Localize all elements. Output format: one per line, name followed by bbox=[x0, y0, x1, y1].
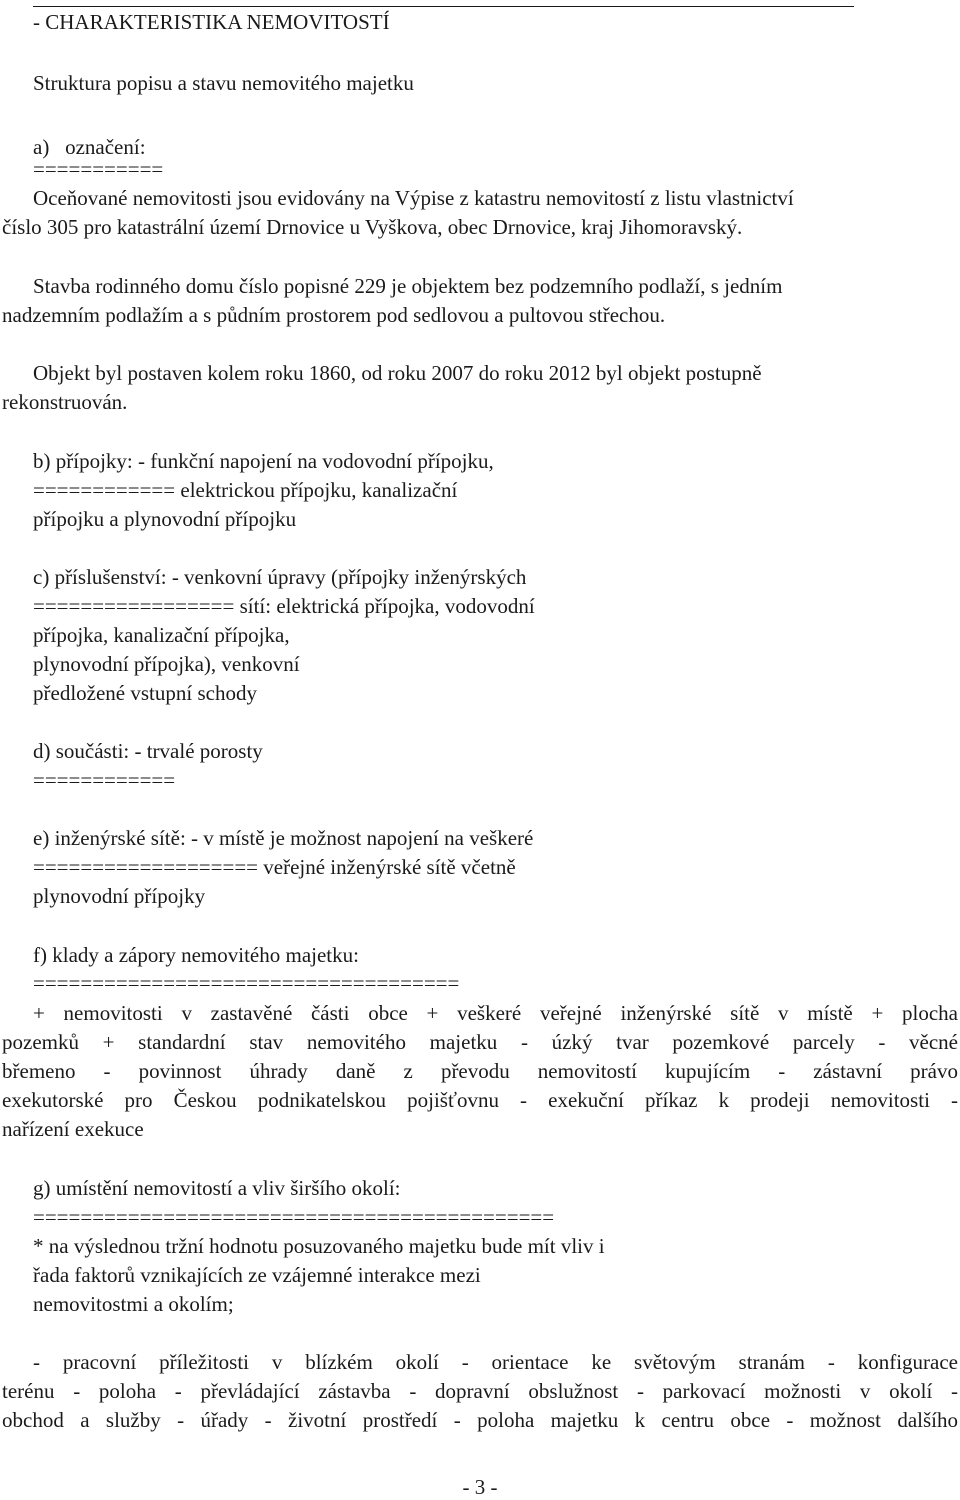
item-c-line-5: předložené vstupní schody bbox=[33, 681, 257, 705]
item-e-line-1: e) inženýrské sítě: - v místě je možnost napojení na veškeré bbox=[33, 826, 534, 850]
item-f-line-2: ==================================== bbox=[33, 971, 460, 995]
item-g-para-1: - pracovní příležitosti v blízkém okolí - orientace ke světovým stranám - konfigurace bbox=[33, 1350, 958, 1374]
item-c-line-3: přípojka, kanalizační přípojka, bbox=[33, 623, 290, 647]
item-e-line-3: plynovodní přípojky bbox=[33, 884, 206, 908]
item-a-para3-2: rekonstruován. bbox=[2, 390, 128, 414]
section-heading: - CHARAKTERISTIKA NEMOVITOSTÍ bbox=[33, 10, 390, 34]
item-g-line-1: g) umístění nemovitostí a vliv širšího okolí: bbox=[33, 1176, 401, 1200]
item-f-para-2: pozemků + standardní stav nemovitého majetku - úzký tvar pozemkové parcely - věcné bbox=[2, 1030, 958, 1054]
item-f-para-5: nařízení exekuce bbox=[2, 1117, 144, 1141]
item-a-text-1: Oceňované nemovitosti jsou evidovány na Výpise z katastru nemovitostí z listu vlastnictví bbox=[33, 186, 794, 210]
item-c-line-1: c) příslušenství: - venkovní úpravy (přípojky inženýrských bbox=[33, 565, 527, 589]
item-a-para3-1: Objekt byl postaven kolem roku 1860, od roku 2007 do roku 2012 byl objekt postupně bbox=[33, 361, 762, 385]
item-g-line-4: řada faktorů vznikajících ze vzájemné interakce mezi bbox=[33, 1263, 481, 1287]
item-b-line-2: ============ elektrickou přípojku, kanalizační bbox=[33, 478, 458, 502]
item-a-label: a) bbox=[33, 135, 50, 159]
item-f-para-3: břemeno - povinnost úhrady daně z převodu nemovitostí kupujícím - zástavní právo bbox=[2, 1059, 958, 1083]
top-rule bbox=[33, 6, 854, 7]
item-a-text-2: číslo 305 pro katastrální území Drnovice u Vyškova, obec Drnovice, kraj Jihomoravský. bbox=[2, 215, 743, 239]
item-g-line-2: ============================================ bbox=[33, 1205, 555, 1229]
page-number: - 3 - bbox=[462, 1475, 498, 1499]
item-f-line-1: f) klady a zápory nemovitého majetku: bbox=[33, 943, 359, 967]
item-f-para-4: exekutorské pro Českou podnikatelskou pojišťovnu - exekuční příkaz k prodeji nemovitosti - bbox=[2, 1088, 958, 1112]
item-g-para-2: terénu - poloha - převládající zástavba - dopravní obslužnost - parkovací možnosti v okolí - bbox=[2, 1379, 958, 1403]
item-g-line-5: nemovitostmi a okolím; bbox=[33, 1292, 234, 1316]
item-d-line-1: d) součásti: - trvalé porosty bbox=[33, 739, 263, 763]
item-f-para-1: + nemovitosti v zastavěné části obce + veškeré veřejné inženýrské sítě v místě + plocha bbox=[33, 1001, 958, 1025]
item-c-line-2: ================= sítí: elektrická přípojka, vodovodní bbox=[33, 594, 535, 618]
item-g-line-3: * na výslednou tržní hodnotu posuzovaného majetku bude mít vliv i bbox=[33, 1234, 605, 1258]
item-a-underline: =========== bbox=[33, 157, 164, 181]
item-a-para2-2: nadzemním podlažím a s půdním prostorem pod sedlovou a pultovou střechou. bbox=[2, 303, 666, 327]
item-b-line-1: b) přípojky: - funkční napojení na vodovodní přípojku, bbox=[33, 449, 494, 473]
item-c-line-4: plynovodní přípojka), venkovní bbox=[33, 652, 300, 676]
item-a-para2-1: Stavba rodinného domu číslo popisné 229 je objektem bez podzemního podlaží, s jedním bbox=[33, 274, 783, 298]
section-subtitle: Struktura popisu a stavu nemovitého majetku bbox=[33, 71, 414, 95]
item-d-line-2: ============ bbox=[33, 768, 176, 792]
item-g-para-3: obchod a služby - úřady - životní prostředí - poloha majetku k centru obce - možnost dalšího bbox=[2, 1408, 958, 1432]
item-e-line-2: =================== veřejné inženýrské sítě včetně bbox=[33, 855, 516, 879]
item-b-line-3: přípojku a plynovodní přípojku bbox=[33, 507, 297, 531]
item-a-heading: označení: bbox=[65, 135, 146, 159]
